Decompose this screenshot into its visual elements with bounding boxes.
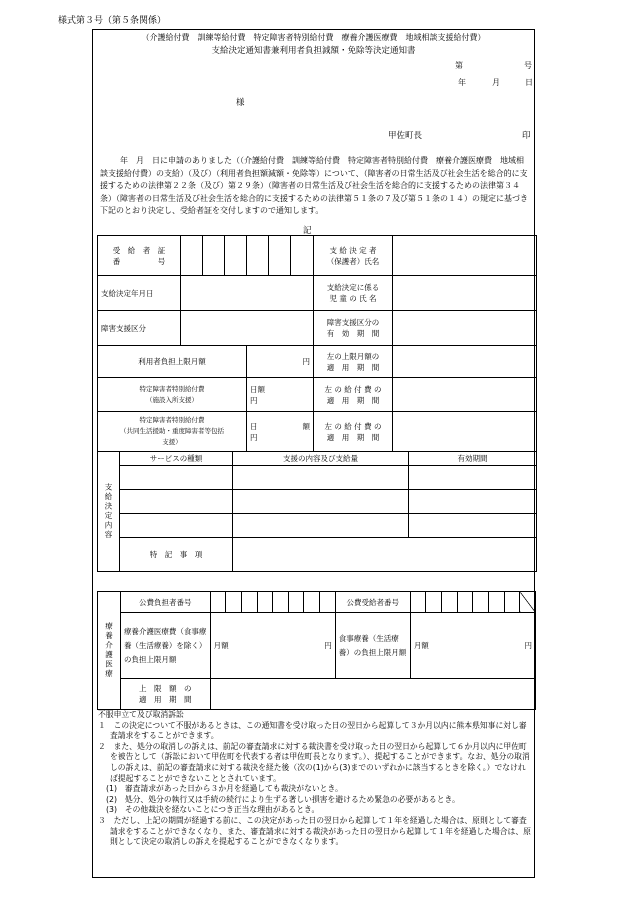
service-cell [233, 490, 409, 514]
child-name-label: 支給決定に係る 児 童 の 氏 名 [314, 276, 393, 311]
public-recipient-no-label: 公費受給者番号 [335, 592, 410, 613]
service-content-table [97, 451, 537, 572]
support-category-value [181, 311, 314, 346]
meal-limit-value: 月額 円 [410, 613, 535, 679]
service-cell [233, 514, 409, 538]
payer-digit [210, 592, 226, 613]
service-cell [409, 466, 537, 490]
seal-mark: 印 [522, 131, 531, 141]
special-benefit-2-value: 日 額 円 [247, 412, 314, 452]
category-period-value [393, 311, 537, 346]
special-benefit-1-period-value [393, 378, 537, 412]
decided-person-value [393, 236, 537, 276]
number-prefix: 第 [455, 61, 463, 70]
cert-digit [225, 236, 247, 276]
medical-limit-label: 療養介護医療費（食事療養（生活療養）を除く）の負担上限月額 [120, 613, 210, 679]
service-cell [120, 466, 233, 490]
special-benefit-1-period-label: 左 の 給 付 費 の 適 用 期 間 [314, 378, 393, 412]
burden-limit-value: 円 [247, 346, 314, 378]
decision-table [97, 235, 537, 452]
limit-period-label: 上 限 額 の 適 用 期 間 [120, 679, 210, 710]
note-2: ２ また、処分の取消しの訴えは、前記の審査請求に対する裁決書を受け取った日の翌日から起算して６か月以内に甲佐町を被告として（訴訟において甲佐町を代表する者は甲佐町長となります。）、提起することができます。なお、処分の取消しの訴えは、前記の審査請求に対する裁決を経た後（次の(1)から(3)までのいずれかに該当するときを除く。）でなければ提起することができないこととされています。 [98, 741, 530, 783]
special-notes-value [233, 538, 537, 572]
burden-limit-period-value [393, 346, 537, 378]
date-year: 年 [458, 78, 466, 87]
burden-limit-period-label: 左の上限月額の 適 用 期 間 [314, 346, 393, 378]
recipient-digit [489, 592, 505, 613]
cert-digit [203, 236, 225, 276]
recipient-digit [504, 592, 520, 613]
decision-date-label: 支給決定年月日 [98, 276, 181, 311]
payer-digit [241, 592, 257, 613]
date-month: 月 [492, 78, 500, 87]
burden-limit-label: 利用者負担上限月額 [98, 346, 247, 378]
decided-person-label: 支 給 決 定 者 （保護者）氏名 [314, 236, 393, 276]
special-benefit-2-period-value [393, 412, 537, 452]
service-content-side-label: 支給決定内容 [98, 452, 120, 572]
note-2-sub-1: (1) 審査請求があった日から３か月を経過しても裁決がないとき。 [106, 784, 343, 794]
service-cell [233, 466, 409, 490]
service-cell [120, 514, 233, 538]
recipient-digit [473, 592, 489, 613]
recipient-digit [457, 592, 473, 613]
recipient-cert-label: 受 給 者 証 番 号 [98, 236, 181, 276]
public-payer-no-label: 公費負担者番号 [120, 592, 210, 613]
payer-digit [320, 592, 336, 613]
special-benefit-2-period-label: 左 の 給 付 費 の 適 用 期 間 [314, 412, 393, 452]
payer-digit [226, 592, 242, 613]
medical-limit-value: 月額 円 [210, 613, 335, 679]
number-suffix: 号 [524, 61, 532, 70]
service-cell [409, 490, 537, 514]
cert-digit [247, 236, 269, 276]
ki-heading: 記 [303, 226, 312, 236]
medical-care-table [97, 591, 536, 710]
payer-digit [257, 592, 273, 613]
document-title: 支給決定通知書兼利用者負担減額・免除等決定通知書 [211, 46, 416, 56]
recipient-digit-slash [520, 592, 536, 613]
header-line1: （介護給付費 訓練等給付費 特定障害者特別給付費 療養介護医療費 地域相談支援給付費） [141, 33, 486, 42]
special-notes-label: 特 記 事 項 [120, 538, 233, 572]
intro-paragraph: 年 月 日に申請のありました（（介護給付費 訓練等給付費 特定障害者特別給付費 療養介護医療費 地域相談支援給付費）の支給）（及び）（利用者負担額減額・免除等）について、（障害者の日常生活及び社会生活を総合的に支援するための法律第２２条（及び）第２９条）（障害者の日常生活及び社会生活を総合的に支援するための法律第３４条）（障害者の日常生活及び社会生活を総合的に支援するための法律第５１条の７及び第５１条の１４）の規定に基づき下記のとおり決定し、受給者証を交付しますので通知します。 [100, 156, 528, 215]
limit-period-value [210, 679, 535, 710]
support-content-header: 支援の内容及び支給量 [233, 452, 409, 466]
valid-period-header: 有効期間 [409, 452, 537, 466]
cert-digit [181, 236, 203, 276]
note-2-sub-2: (2) 処分、処分の執行又は手続の続行により生ずる著しい損害を避けるため緊急の必要があるとき。 [106, 794, 460, 804]
service-cell [120, 490, 233, 514]
meal-limit-label: 食事療養（生活療養）の負担上限月額 [335, 613, 410, 679]
support-category-label: 障害支援区分 [98, 311, 181, 346]
recipient-digit [410, 592, 426, 613]
payer-digit [288, 592, 304, 613]
service-type-header: サービスの種類 [120, 452, 233, 466]
issuer-name: 甲佐町長 [388, 131, 423, 141]
special-benefit-1-value: 日額 円 [247, 378, 314, 412]
payer-digit [304, 592, 320, 613]
form-id: 様式第３号（第５条関係） [58, 16, 167, 26]
special-benefit-2-label: 特定障害者特別給付費 （共同生活援助・重度障害者等包括 支援） [98, 412, 247, 452]
service-cell [409, 514, 537, 538]
category-period-label: 障害支援区分の 有 効 期 間 [314, 311, 393, 346]
notes-title: 不服申立て及び取消訴訟 [98, 710, 184, 719]
cert-digit [269, 236, 291, 276]
child-name-value [393, 276, 537, 311]
recipient-digit [442, 592, 458, 613]
date-day: 日 [525, 78, 533, 87]
medical-care-side-label: 療養介護医療 [98, 592, 121, 710]
recipient-honorific: 様 [236, 98, 245, 108]
cert-digit [291, 236, 314, 276]
recipient-digit [426, 592, 442, 613]
decision-date-value [181, 276, 314, 311]
special-benefit-1-label: 特定障害者特別給付費 （施設入所支援） [98, 378, 247, 412]
note-3: ３ ただし、上記の期間が経過する前に、この決定があった日の翌日から起算して１年を経過した場合は、原則として審査請求をすることができなくなり、また、審査請求に対する裁決があった日の翌日から起算して１年を経過した場合は、原則として決定の取消しの訴えを提起することができなくなります。 [98, 815, 531, 847]
appeal-notes [98, 710, 532, 848]
note-1: １ この決定について不服があるときは、この通知書を受け取った日の翌日から起算して３か月以内に熊本県知事に対し審査請求をすることができます。 [98, 720, 527, 741]
payer-digit [273, 592, 289, 613]
note-2-sub-3: (3) その他裁決を経ないことにつき正当な理由があるとき。 [106, 805, 320, 815]
